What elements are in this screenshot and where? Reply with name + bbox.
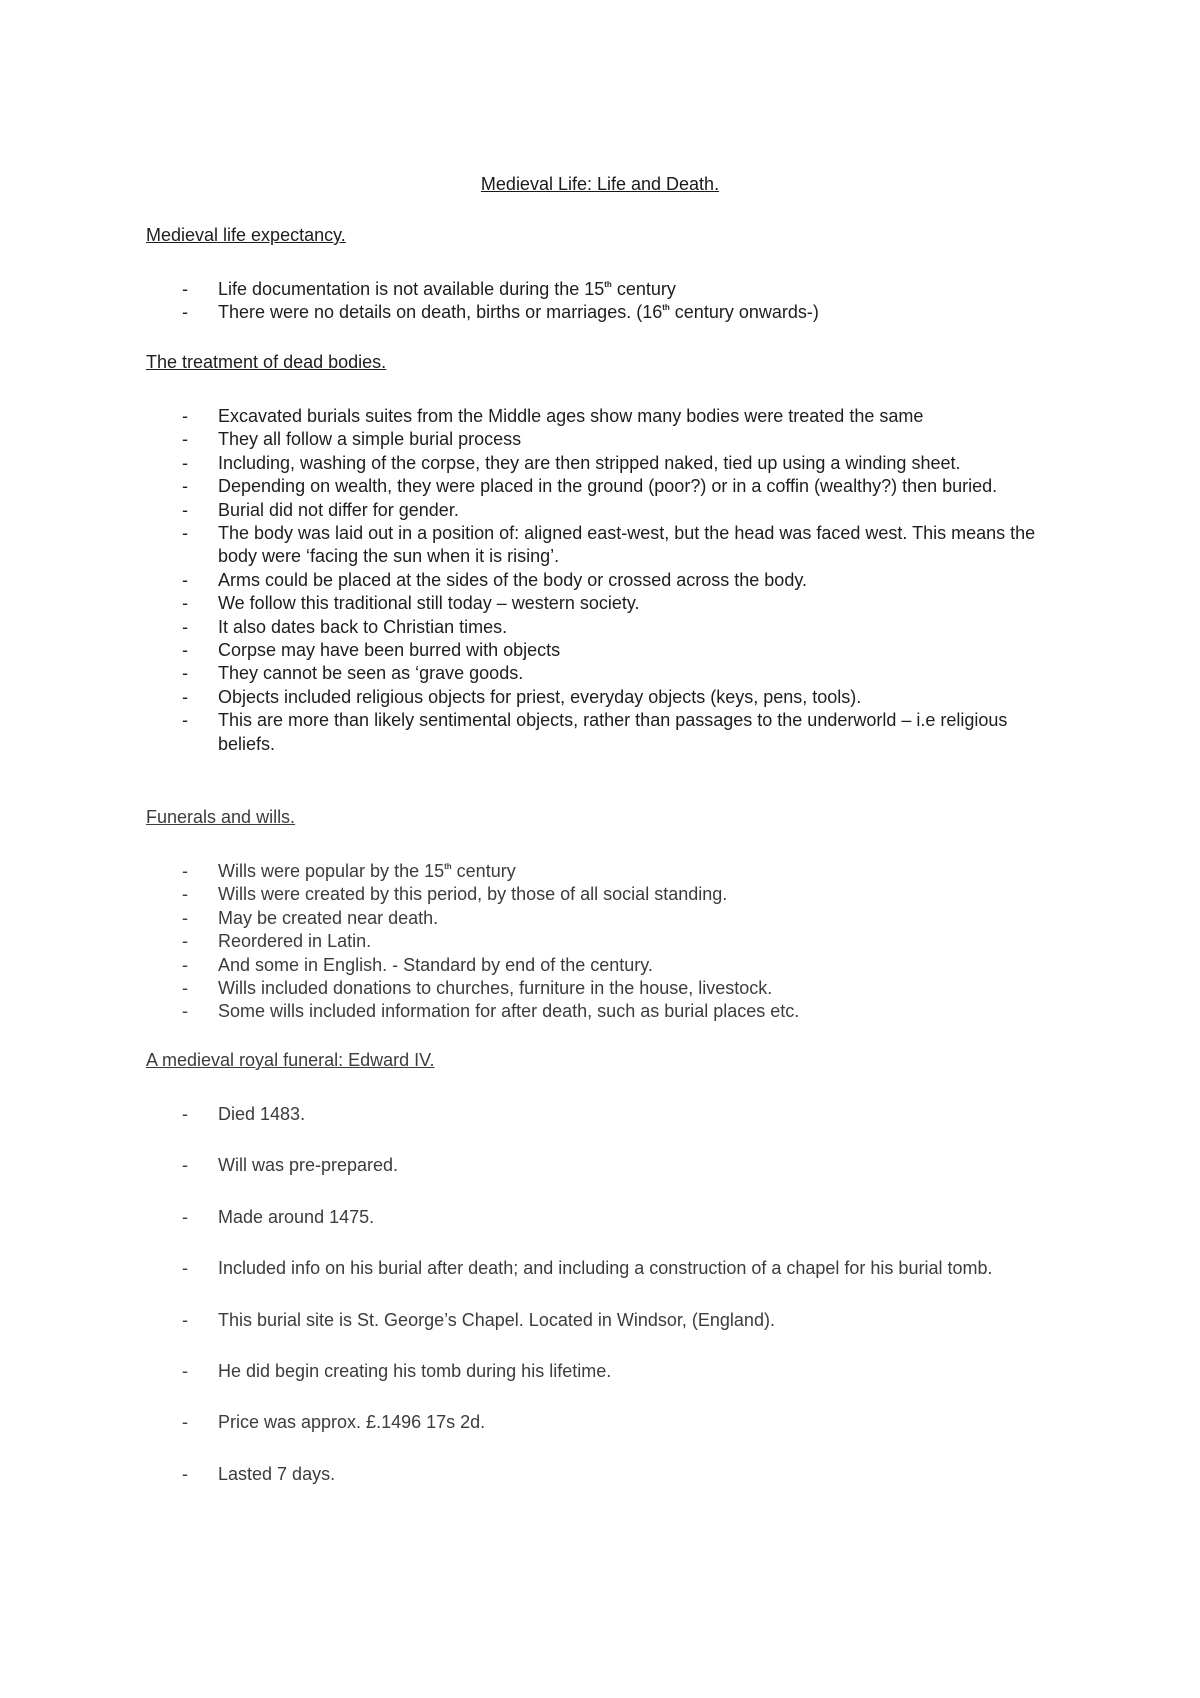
list-item: - Will was pre-prepared. [182,1155,399,1176]
list-item: - Life documentation is not available during the 15th century [182,279,676,299]
list-item: - And some in English. - Standard by end of the century. [182,954,653,975]
list-item: - Made around 1475. [182,1206,375,1227]
list-item: - He did begin creating his tomb during his lifetime. [182,1361,612,1382]
list-item: - Depending on wealth, they were placed in the ground (poor?) or in a coffin (wealthy?) then buried. [182,476,998,497]
life-expectancy-list [0,278,1068,325]
list-item: - This burial site is St. George’s Chapel. Located in Windsor, (England). [182,1309,775,1330]
list-item: - Some wills included information for after death, such as burial places etc. [182,1001,800,1022]
dead-bodies-list [0,405,1068,756]
list-item: - Including, washing of the corpse, they are then stripped naked, tied up using a winding sheet. [182,452,961,473]
funerals-wills-list [0,860,1068,1024]
list-item: - They cannot be seen as ‘grave goods. [182,663,524,684]
list-item: - Wills included donations to churches, furniture in the house, livestock. [182,978,773,999]
list-item: - They all follow a simple burial process [182,429,522,450]
list-item: - Burial did not differ for gender. [182,499,459,520]
list-item: - Excavated burials suites from the Middle ages show many bodies were treated the same [182,406,924,426]
page-title: Medieval Life: Life and Death. [480,174,720,194]
list-item: - This are more than likely sentimental objects, rather than passages to the underworld – i.e religious beliefs. [182,710,1008,754]
list-item: - Arms could be placed at the sides of the body or crossed across the body. [182,569,807,590]
section-heading-royal-funeral: A medieval royal funeral: Edward IV. [146,1050,435,1070]
list-item: - Lasted 7 days. [182,1463,336,1484]
list-item: - Died 1483. [182,1104,306,1124]
list-item: - The body was laid out in a position of: aligned east-west, but the head was faced west. This means the body were ‘facing the sun when it is rising’. [182,523,1036,567]
list-item: - Wills were popular by the 15th century [182,861,516,881]
list-item: - Included info on his burial after death; and including a construction of a chapel for his burial tomb. [182,1258,993,1279]
royal-funeral-list [0,1103,1068,1514]
section-heading-life-expectancy: Medieval life expectancy. [146,225,346,245]
list-item: - It also dates back to Christian times. [182,616,508,637]
list-item: - Objects included religious objects for priest, everyday objects (keys, pens, tools). [182,686,862,707]
list-item: - There were no details on death, births or marriages. (16th century onwards-) [182,302,819,323]
list-item: - Wills were created by this period, by those of all social standing. [182,884,728,905]
list-item: - We follow this traditional still today – western society. [182,593,640,614]
list-item: - Reordered in Latin. [182,931,372,952]
list-item: - Corpse may have been burred with objects [182,640,561,661]
section-heading-dead-bodies: The treatment of dead bodies. [146,352,387,372]
section-heading-funerals-wills: Funerals and wills. [146,807,296,827]
list-item: - Price was approx. £.1496 17s 2d. [182,1412,486,1433]
list-item: - May be created near death. [182,907,439,928]
